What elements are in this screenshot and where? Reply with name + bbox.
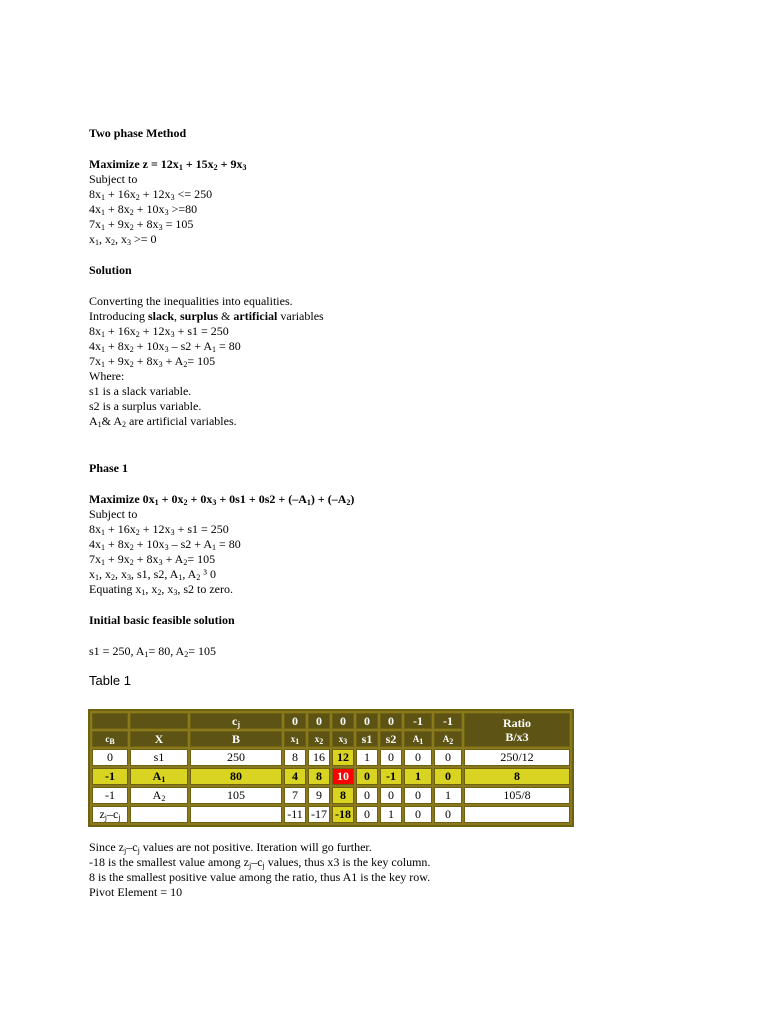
- table-heading: Table 1: [89, 673, 131, 688]
- table-row: [92, 787, 570, 804]
- cell-cb: -1: [92, 787, 128, 804]
- iteration-note: Since $z_j-c_j$ values are not positive. Iteration will go further.: [89, 840, 372, 855]
- cell-value-key-column: 8: [332, 787, 354, 804]
- cell-empty: [190, 806, 282, 823]
- key-column-note: -18 is the smallest value among $z_j-c_j$ values, thus x3 is the key column.: [89, 855, 431, 870]
- phase1-equality-2: $4x_1 + 8x_2 + 10x_3 - s2 + A_1 = 80$: [89, 537, 241, 552]
- cell-value-key-column: 12: [332, 749, 354, 766]
- variables-intro: Introducing slack, surplus & artificial variables: [89, 309, 324, 323]
- cell-cb: -1: [92, 768, 128, 785]
- cell-cb: 0: [92, 749, 128, 766]
- cell-b: 105: [190, 787, 282, 804]
- cell-b: 250: [190, 749, 282, 766]
- header-var: x2: [308, 731, 330, 747]
- cell-x: $A_2$: [130, 787, 188, 804]
- cell-zj-cj-label: $z_j-c_j$: [92, 806, 128, 823]
- cell-ratio: 105/8: [464, 787, 570, 804]
- cell-ratio: 250/12: [464, 749, 570, 766]
- cell-value: 0: [434, 768, 462, 785]
- header-var: s1: [356, 731, 378, 747]
- cell-value: 0: [434, 806, 462, 823]
- cell-value: 0: [380, 749, 402, 766]
- solution-heading: Solution: [89, 263, 132, 277]
- header-var: A2: [434, 731, 462, 747]
- cell-value-key-column: -18: [332, 806, 354, 823]
- cell-value: -17: [308, 806, 330, 823]
- cell-b: 80: [190, 768, 282, 785]
- cell-value: 0: [404, 806, 432, 823]
- table-row-zj-cj: [92, 806, 570, 823]
- cell-pivot-element: 10: [332, 768, 354, 785]
- objective-function: Maximize $z = 12x_1 + 15x_2 + 9x_3$: [89, 157, 247, 172]
- header-cj-value: 0: [356, 713, 378, 729]
- cell-value: 0: [404, 787, 432, 804]
- header-var: s2: [380, 731, 402, 747]
- document-page: [89, 126, 689, 900]
- phase1-equality-3: $7x_1 + 9x_2 + 8x_3 + A_2= 105$: [89, 552, 216, 567]
- cell-value: 8: [308, 768, 330, 785]
- pivot-element-note: Pivot Element = 10: [89, 885, 183, 899]
- header-x: X: [130, 731, 188, 747]
- header-var: x1: [284, 731, 306, 747]
- constraint-1: $8x_1 + 16x_2 + 12x_3 <= 250$: [89, 187, 213, 202]
- solution-intro: Converting the inequalities into equalities.: [89, 294, 293, 308]
- header-var: x3: [332, 731, 354, 747]
- header-cj: $c_j$: [190, 713, 282, 729]
- phase1-equality-1: $8x_1 + 16x_2 + 12x_3 + s1 = 250$: [89, 522, 229, 537]
- cell-value: 0: [356, 806, 378, 823]
- artificial-definition: $A_1\&$ $A_2$ are artificial variables.: [89, 414, 237, 429]
- header-cj-value: 0: [332, 713, 354, 729]
- table-header-row-cj: [92, 713, 570, 729]
- header-b: B: [190, 731, 282, 747]
- constraint-2: $4x_1 + 8x_2 + 10x_3 >=80$: [89, 202, 198, 217]
- cell-value: 1: [404, 768, 432, 785]
- header-cj-value: 0: [284, 713, 306, 729]
- cell-value: -11: [284, 806, 306, 823]
- phase1-heading: Phase 1: [89, 461, 128, 475]
- key-row-note: 8 is the smallest positive value among the ratio, thus A1 is the key row.: [89, 870, 431, 884]
- constraint-3: $7x_1 + 9x_2 + 8x_3 = 105$: [89, 217, 194, 232]
- phase1-equating: Equating $x_1$, $x_2$, $x_3$, s2 to zero.: [89, 582, 233, 597]
- where-label: Where:: [89, 369, 125, 383]
- header-ratio: Ratio B/x3: [464, 713, 570, 747]
- header-cell: [92, 713, 128, 729]
- header-cb: cB: [92, 731, 128, 747]
- equality-1: $8x_1 + 16x_2 + 12x_3 + s1 = 250$: [89, 324, 229, 339]
- header-cj-value: 0: [380, 713, 402, 729]
- table-row-key-row: [92, 768, 570, 785]
- cell-value: -1: [380, 768, 402, 785]
- cell-value: 0: [356, 787, 378, 804]
- cell-value: 1: [356, 749, 378, 766]
- header-cj-value: 0: [308, 713, 330, 729]
- cell-value: 0: [380, 787, 402, 804]
- header-cj-value: -1: [404, 713, 432, 729]
- equality-2: $4x_1 + 8x_2 + 10x_3 - s2 + A_1 = 80$: [89, 339, 241, 354]
- cell-empty: [464, 806, 570, 823]
- cell-empty: [130, 806, 188, 823]
- cell-value: 1: [380, 806, 402, 823]
- header-cj-value: -1: [434, 713, 462, 729]
- cell-value: 8: [284, 749, 306, 766]
- phase1-subject-to: Subject to: [89, 507, 138, 521]
- cell-value: 16: [308, 749, 330, 766]
- slack-definition: s1 is a slack variable.: [89, 384, 192, 398]
- cell-value: 1: [434, 787, 462, 804]
- surplus-definition: s2 is a surplus variable.: [89, 399, 202, 413]
- cell-value: 4: [284, 768, 306, 785]
- cell-value: 0: [434, 749, 462, 766]
- table-row: [92, 749, 570, 766]
- equality-3: $7x_1 + 9x_2 + 8x_3 + A_2= 105$: [89, 354, 216, 369]
- non-negativity-constraint: $x_1$, $x_2$, $x_3 >= 0$: [89, 232, 157, 247]
- ibfs-values: s1 = 250, $A_1= 80$, $A_2= 105$: [89, 644, 217, 659]
- document-title: Two phase Method: [89, 126, 187, 140]
- header-var: A1: [404, 731, 432, 747]
- cell-value: 0: [404, 749, 432, 766]
- simplex-table: [88, 709, 574, 827]
- header-cell: [130, 713, 188, 729]
- cell-x: $A_1$: [130, 768, 188, 785]
- cell-ratio: 8: [464, 768, 570, 785]
- subject-to-label: Subject to: [89, 172, 138, 186]
- cell-x: s1: [130, 749, 188, 766]
- phase1-non-negativity: $x_1$, $x_2$, $x_3$, s1, s2, $A_1$, $A_2$ ³ 0: [89, 567, 216, 582]
- cell-value: 7: [284, 787, 306, 804]
- cell-value: 9: [308, 787, 330, 804]
- ibfs-heading: Initial basic feasible solution: [89, 613, 235, 627]
- phase1-objective: Maximize $0x_1 + 0x_2 + 0x_3 + 0s1 + 0s2 + (-A_1) + (-A_2)$: [89, 492, 355, 507]
- cell-value: 0: [356, 768, 378, 785]
